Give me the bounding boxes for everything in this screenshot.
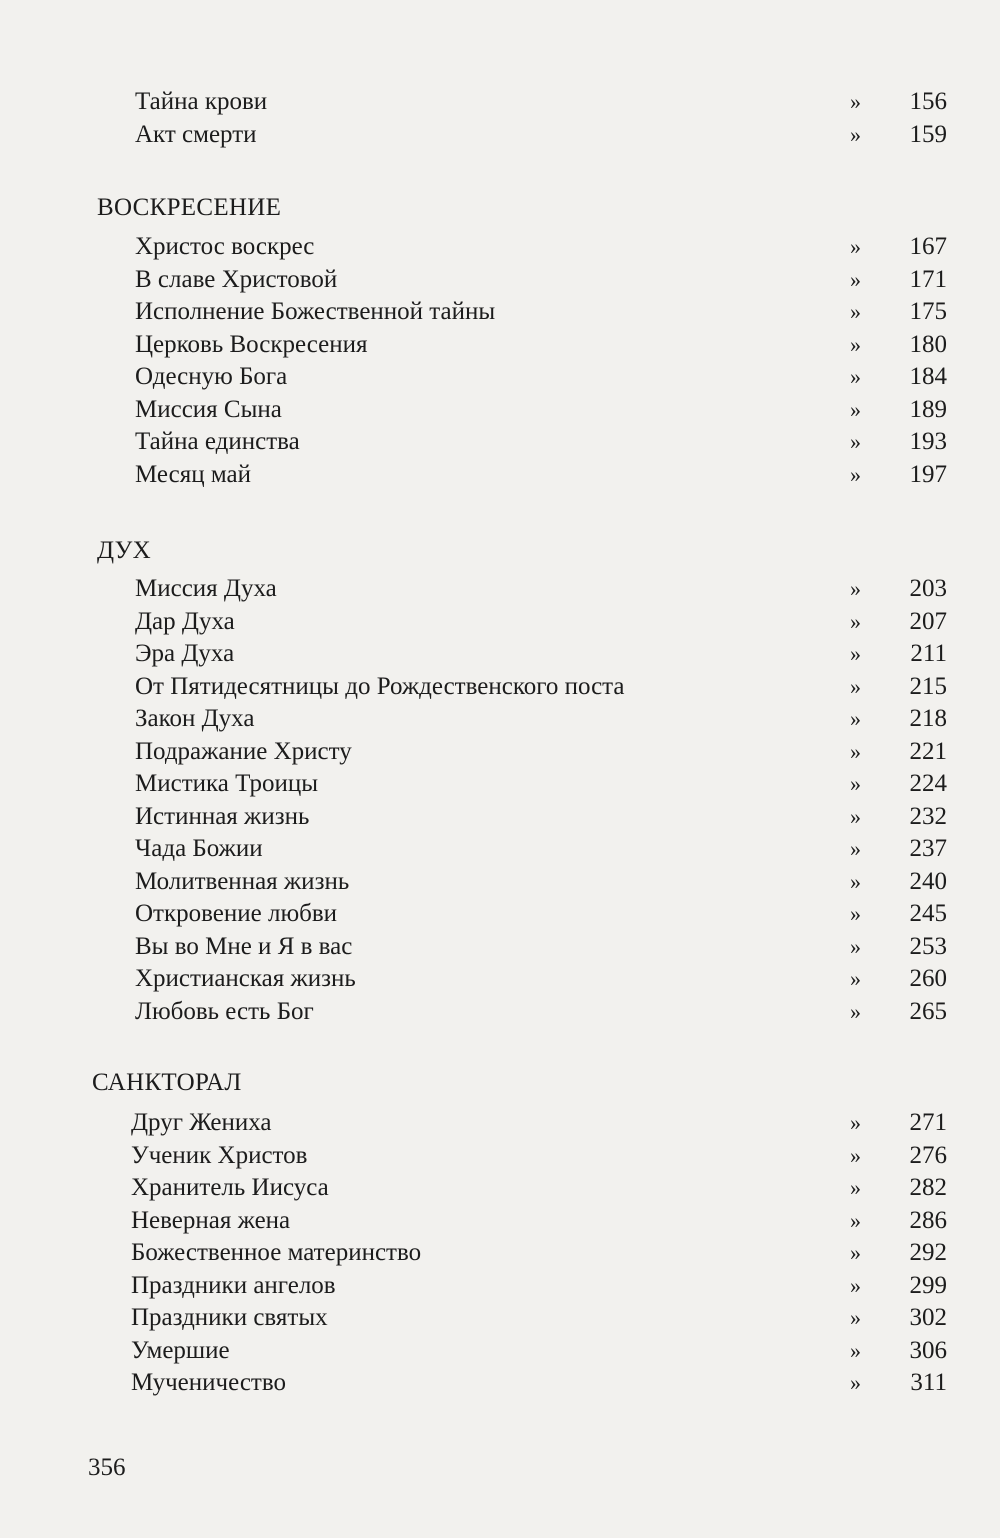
toc-entry bbox=[0, 264, 1000, 297]
toc-entry bbox=[0, 1107, 1000, 1140]
entry-page-number: 159 bbox=[909, 120, 947, 148]
ditto-mark: » bbox=[850, 429, 861, 454]
entry-title: Закон Духа bbox=[135, 705, 255, 732]
toc-entry bbox=[0, 86, 1000, 119]
toc-entry bbox=[0, 833, 1000, 866]
entry-title: Чада Божии bbox=[135, 835, 263, 862]
ditto-mark: » bbox=[850, 901, 861, 926]
ditto-mark: » bbox=[850, 331, 861, 357]
entry-page-number: 237 bbox=[909, 835, 947, 862]
entry-title: Христос воскрес bbox=[135, 233, 315, 260]
entry-title: Эра Духа bbox=[135, 640, 235, 667]
entry-title: Хранитель Иисуса bbox=[131, 1174, 329, 1201]
entry-page-number: 253 bbox=[909, 932, 947, 960]
ditto-mark: » bbox=[850, 771, 861, 796]
entry-title: Любовь есть Бог bbox=[135, 997, 314, 1025]
section-heading: ДУХ bbox=[97, 537, 152, 564]
entry-page-number: 156 bbox=[909, 88, 947, 115]
ditto-mark: » bbox=[850, 266, 861, 292]
toc-entry bbox=[0, 768, 1000, 801]
toc-entry bbox=[0, 394, 1000, 427]
toc-entry bbox=[0, 1367, 1000, 1400]
ditto-mark: » bbox=[850, 121, 861, 147]
entry-page-number: 218 bbox=[909, 705, 947, 732]
entry-title: Божественное материнство bbox=[131, 1239, 422, 1266]
toc-entry bbox=[0, 329, 1000, 362]
entry-page-number: 286 bbox=[909, 1206, 947, 1234]
ditto-mark: » bbox=[850, 1110, 861, 1135]
entry-title: Неверная жена bbox=[131, 1206, 291, 1234]
toc-entry bbox=[0, 231, 1000, 264]
ditto-mark: » bbox=[850, 608, 861, 634]
ditto-mark: » bbox=[850, 706, 861, 731]
entry-page-number: 245 bbox=[909, 900, 947, 927]
entry-page-number: 311 bbox=[910, 1369, 947, 1396]
entry-page-number: 215 bbox=[909, 672, 947, 700]
ditto-mark: » bbox=[850, 1240, 861, 1265]
entry-title: Вы во Мне и Я в вас bbox=[135, 932, 353, 960]
ditto-mark: » bbox=[850, 396, 861, 422]
entry-title: Умершие bbox=[131, 1336, 230, 1364]
entry-page-number: 180 bbox=[909, 330, 947, 358]
ditto-mark: » bbox=[850, 803, 861, 829]
toc-entry bbox=[0, 996, 1000, 1029]
ditto-mark: » bbox=[850, 1142, 861, 1168]
ditto-mark: » bbox=[850, 868, 861, 894]
ditto-mark: » bbox=[850, 1370, 861, 1395]
entry-title: Истинная жизнь bbox=[135, 802, 310, 830]
entry-title: Ученик Христов bbox=[131, 1141, 308, 1169]
entry-page-number: 276 bbox=[909, 1141, 947, 1169]
entry-page-number: 211 bbox=[910, 640, 947, 667]
toc-entry bbox=[0, 898, 1000, 931]
entry-page-number: 306 bbox=[909, 1336, 947, 1364]
toc-entry bbox=[0, 801, 1000, 834]
ditto-mark: » bbox=[850, 364, 861, 389]
ditto-mark: » bbox=[850, 1337, 861, 1363]
entry-title: От Пятидесятницы до Рождественского поста bbox=[135, 672, 625, 700]
toc-entry bbox=[0, 296, 1000, 329]
ditto-mark: » bbox=[850, 836, 861, 861]
entry-title: В славе Христовой bbox=[135, 265, 338, 293]
entry-title: Мученичество bbox=[131, 1369, 286, 1396]
entry-title: Друг Жениха bbox=[131, 1109, 272, 1136]
toc-entry bbox=[0, 736, 1000, 769]
entry-title: Одесную Бога bbox=[135, 363, 288, 390]
toc-entry bbox=[0, 1205, 1000, 1238]
entry-title: Христианская жизнь bbox=[135, 965, 356, 992]
ditto-mark: » bbox=[850, 576, 861, 601]
ditto-mark: » bbox=[850, 1305, 861, 1330]
toc-entry bbox=[0, 119, 1000, 152]
toc-entry bbox=[0, 963, 1000, 996]
toc-entry bbox=[0, 638, 1000, 671]
toc-entry bbox=[0, 1302, 1000, 1335]
toc-entry bbox=[0, 606, 1000, 639]
toc-entry bbox=[0, 1172, 1000, 1205]
toc-entry bbox=[0, 573, 1000, 606]
entry-title: Акт смерти bbox=[135, 120, 257, 148]
entry-page-number: 224 bbox=[909, 770, 947, 797]
entry-page-number: 271 bbox=[909, 1109, 947, 1136]
ditto-mark: » bbox=[850, 1272, 861, 1298]
entry-title: Исполнение Божественной тайны bbox=[135, 298, 496, 325]
toc-entry bbox=[0, 1237, 1000, 1270]
entry-page-number: 167 bbox=[909, 233, 947, 260]
entry-title: Подражание Христу bbox=[135, 737, 352, 765]
entry-title: Тайна единства bbox=[135, 428, 300, 455]
entry-page-number: 207 bbox=[909, 607, 947, 635]
entry-title: Месяц май bbox=[135, 460, 251, 488]
ditto-mark: » bbox=[850, 966, 861, 991]
entry-title: Праздники святых bbox=[131, 1304, 328, 1331]
entry-page-number: 265 bbox=[909, 997, 947, 1025]
entry-page-number: 189 bbox=[909, 395, 947, 423]
entry-title: Церковь Воскресения bbox=[135, 330, 368, 358]
toc-entry bbox=[0, 459, 1000, 492]
entry-page-number: 221 bbox=[909, 737, 947, 765]
entry-page-number: 232 bbox=[909, 802, 947, 830]
toc-entry bbox=[0, 1270, 1000, 1303]
entry-title: Молитвенная жизнь bbox=[135, 867, 350, 895]
entry-title: Миссия Сына bbox=[135, 395, 282, 423]
entry-page-number: 184 bbox=[909, 363, 947, 390]
entry-page-number: 171 bbox=[909, 265, 947, 293]
toc-entry bbox=[0, 1335, 1000, 1368]
entry-title: Праздники ангелов bbox=[131, 1271, 336, 1299]
entry-title: Тайна крови bbox=[135, 88, 268, 115]
toc-entry bbox=[0, 361, 1000, 394]
ditto-mark: » bbox=[850, 461, 861, 487]
toc-entry bbox=[0, 1140, 1000, 1173]
entry-page-number: 175 bbox=[909, 298, 947, 325]
section-heading: ВОСКРЕСЕНИЕ bbox=[97, 194, 282, 221]
toc-entry bbox=[0, 931, 1000, 964]
entry-page-number: 302 bbox=[909, 1304, 947, 1331]
toc-entry bbox=[0, 671, 1000, 704]
ditto-mark: » bbox=[850, 998, 861, 1024]
ditto-mark: » bbox=[850, 641, 861, 666]
ditto-mark: » bbox=[850, 89, 861, 114]
entry-page-number: 197 bbox=[909, 460, 947, 488]
ditto-mark: » bbox=[850, 234, 861, 259]
toc-entry bbox=[0, 703, 1000, 736]
ditto-mark: » bbox=[850, 1207, 861, 1233]
entry-page-number: 299 bbox=[909, 1271, 947, 1299]
entry-title: Откровение любви bbox=[135, 900, 338, 927]
ditto-mark: » bbox=[850, 299, 861, 324]
entry-page-number: 292 bbox=[909, 1239, 947, 1266]
ditto-mark: » bbox=[850, 1175, 861, 1200]
entry-title: Миссия Духа bbox=[135, 575, 277, 602]
entry-page-number: 193 bbox=[909, 428, 947, 455]
entry-title: Мистика Троицы bbox=[135, 770, 318, 797]
entry-page-number: 282 bbox=[909, 1174, 947, 1201]
entry-title: Дар Духа bbox=[135, 607, 235, 635]
ditto-mark: » bbox=[850, 738, 861, 764]
toc-entry bbox=[0, 866, 1000, 899]
entry-page-number: 203 bbox=[909, 575, 947, 602]
entry-page-number: 240 bbox=[909, 867, 947, 895]
ditto-mark: » bbox=[850, 673, 861, 699]
entry-page-number: 260 bbox=[909, 965, 947, 992]
section-heading: САНКТОРАЛ bbox=[92, 1069, 242, 1096]
ditto-mark: » bbox=[850, 933, 861, 959]
toc-entry bbox=[0, 426, 1000, 459]
page-number: 356 bbox=[88, 1454, 126, 1481]
